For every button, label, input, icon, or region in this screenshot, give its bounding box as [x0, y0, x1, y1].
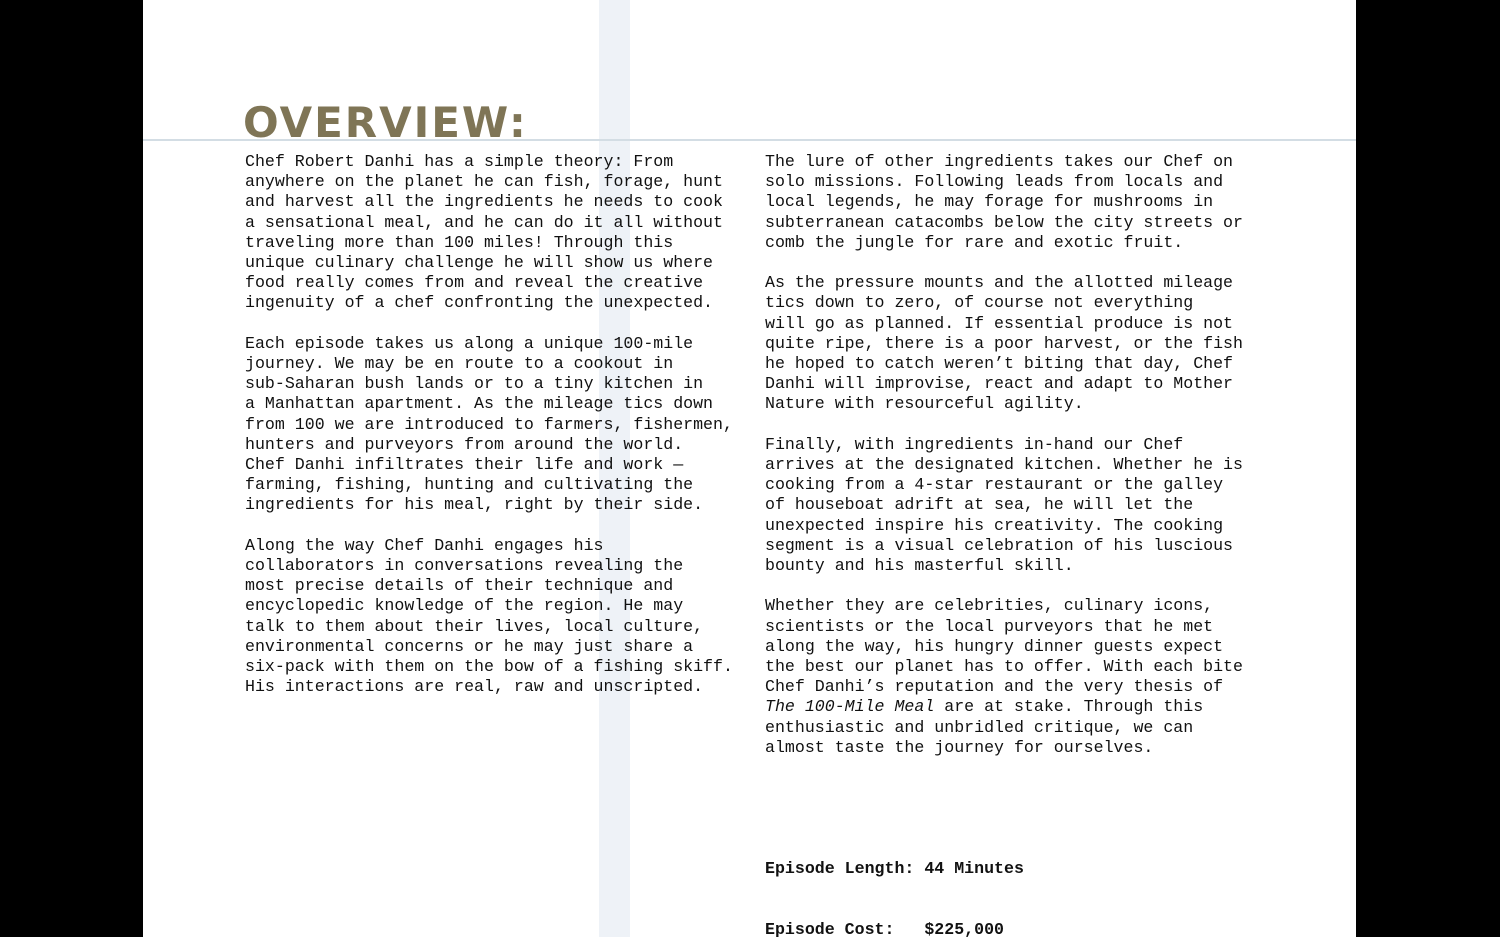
- document-page: [143, 0, 1356, 937]
- text-line: anywhere on the planet he can fish, forage, hunt: [245, 172, 723, 192]
- text-line: cooking from a 4-star restaurant or the galley: [765, 475, 1224, 495]
- text-line: segment is a visual celebration of his luscious: [765, 535, 1234, 555]
- text-line: The lure of other ingredients takes our Chef on: [765, 152, 1234, 171]
- text-line: the best our planet has to offer. With each bite: [765, 657, 1243, 677]
- text-line: Chef Danhi’s reputation and the very thesis of: [765, 677, 1224, 697]
- text-line: unique culinary challenge he will show us where: [245, 253, 714, 273]
- text-line: subterranean catacombs below the city streets or: [765, 212, 1243, 232]
- text-line: ingredients for his meal, right by their side.: [245, 495, 704, 515]
- episode-length-label: Episode Length:: [765, 859, 915, 879]
- text-line: Each episode takes us along a unique 100-mile: [245, 333, 694, 353]
- text-line: Finally, with ingredients in-hand our Chef: [765, 434, 1184, 454]
- text-line: comb the jungle for rare and exotic fruit.: [765, 232, 1184, 252]
- text-line: talk to them about their lives, local culture,: [245, 616, 704, 636]
- text-line: almost taste the journey for ourselves.: [765, 737, 1154, 757]
- paragraph-kitchen: [765, 435, 1265, 576]
- text-line: unexpected inspire his creativity. The cooking: [765, 515, 1224, 535]
- paragraph-theory: [245, 152, 745, 314]
- text-line: Along the way Chef Danhi engages his: [245, 535, 604, 555]
- text-line: will go as planned. If essential produce is not: [765, 313, 1234, 333]
- text-line: of houseboat adrift at sea, he will let the: [765, 495, 1194, 515]
- episode-cost-row: [765, 920, 1024, 937]
- text-line: from 100 we are introduced to farmers, fishermen,: [245, 414, 733, 434]
- episode-cost-value: $225,000: [924, 920, 1004, 937]
- text-line: Chef Robert Danhi has a simple theory: From: [245, 152, 674, 171]
- text-line: and harvest all the ingredients he needs to cook: [245, 192, 723, 212]
- text-line: bounty and his masterful skill.: [765, 556, 1074, 576]
- paragraph-collaborators: [245, 536, 745, 698]
- text-line: journey. We may be en route to a cookout in: [245, 354, 674, 374]
- text-line: environmental concerns or he may just share a: [245, 636, 694, 656]
- episode-length-row: [765, 859, 1024, 879]
- page-title: OVERVIEW:: [243, 98, 528, 147]
- text-line: traveling more than 100 miles! Through this: [245, 232, 674, 252]
- text-line: six-pack with them on the bow of a fishing skiff.: [245, 657, 733, 677]
- text-line: scientists or the local purveyors that he met: [765, 616, 1214, 636]
- text-line: along the way, his hungry dinner guests expect: [765, 636, 1224, 656]
- episode-cost-label: Episode Cost:: [765, 920, 895, 937]
- show-title-line-rest: are at stake. Through this: [934, 697, 1204, 717]
- text-line: a Manhattan apartment. As the mileage tics down: [245, 394, 714, 414]
- episode-specs: [765, 819, 1024, 937]
- text-line: As the pressure mounts and the allotted mileage: [765, 273, 1234, 293]
- text-line: local legends, he may forage for mushrooms in: [765, 192, 1214, 212]
- text-line: Whether they are celebrities, culinary icons,: [765, 596, 1214, 616]
- episode-length-value: 44 Minutes: [924, 859, 1024, 879]
- left-column: [245, 152, 745, 718]
- text-line: hunters and purveyors from around the world.: [245, 434, 684, 454]
- paragraph-solo-missions: [765, 152, 1265, 253]
- text-line: sub-Saharan bush lands or to a tiny kitchen in: [245, 374, 704, 394]
- text-line: farming, fishing, hunting and cultivating the: [245, 475, 694, 495]
- text-line: quite ripe, there is a poor harvest, or the fish: [765, 333, 1243, 353]
- text-line: His interactions are real, raw and unscripted.: [245, 677, 704, 697]
- text-line: arrives at the designated kitchen. Whether he is: [765, 455, 1243, 475]
- text-line: encyclopedic knowledge of the region. He may: [245, 596, 684, 616]
- text-line: most precise details of their technique and: [245, 576, 674, 596]
- text-line: a sensational meal, and he can do it all without: [245, 212, 723, 232]
- text-line: Chef Danhi infiltrates their life and work —: [245, 455, 684, 475]
- text-line: he hoped to catch weren’t biting that day, Chef: [765, 354, 1234, 374]
- paragraph-dinner-guests: [765, 596, 1265, 758]
- text-line: food really comes from and reveal the creative: [245, 273, 704, 293]
- dinner-guests-lines-after: [765, 718, 1265, 758]
- paragraph-pressure: [765, 273, 1265, 414]
- show-title-line: [765, 697, 1265, 717]
- text-line: ingenuity of a chef confronting the unexpected.: [245, 293, 714, 313]
- text-line: tics down to zero, of course not everything: [765, 293, 1194, 313]
- text-line: Nature with resourceful agility.: [765, 394, 1084, 414]
- text-line: collaborators in conversations revealing the: [245, 556, 684, 576]
- paragraph-journey: [245, 334, 745, 516]
- text-line: enthusiastic and unbridled critique, we can: [765, 717, 1194, 737]
- text-line: solo missions. Following leads from locals and: [765, 172, 1224, 192]
- show-title: The 100-Mile Meal: [765, 697, 935, 717]
- right-column: [765, 152, 1265, 778]
- dinner-guests-lines-before: [765, 596, 1265, 697]
- text-line: Danhi will improvise, react and adapt to Mother: [765, 374, 1234, 394]
